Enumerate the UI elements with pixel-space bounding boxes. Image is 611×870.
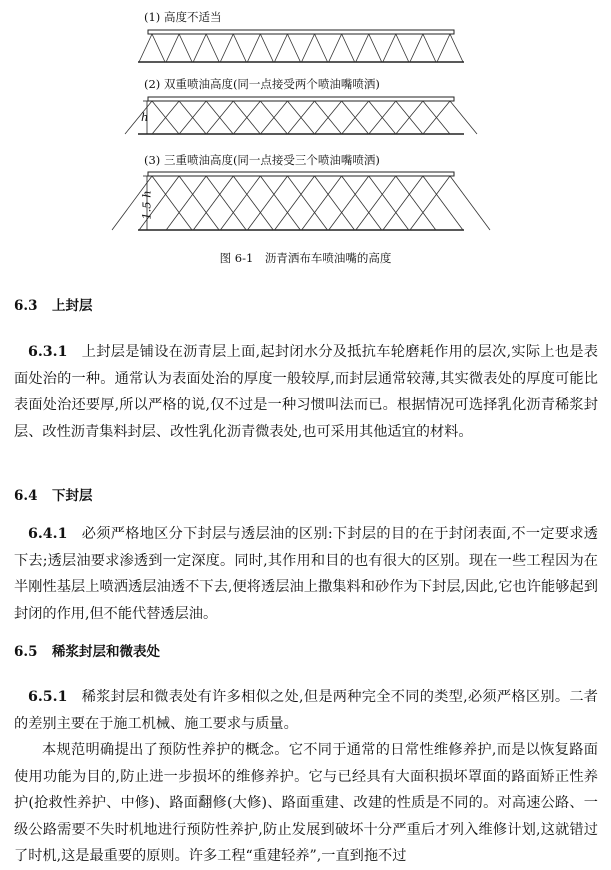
panel1-spray-line [193,34,206,62]
panel1-spray-line [220,34,233,62]
panel1-spray-line [166,34,179,62]
panel1-spray-line [342,34,355,62]
panel2-spray-line [450,101,477,134]
section-heading-6-3: 6.3 上封层 [14,298,93,314]
panel1-spray-line [206,34,219,62]
panel1-spray-line [315,34,328,62]
paragraph-6-4-1: 6.4.1 必须严格地区分下封层与透层油的区别:下封层的目的在于封闭表面,不一定要求透下去;透层油要求渗透到一定深度。同时,其作用和目的也有很大的区别。现在一些工程因为在半刚性基层上喷洒透层油透不下去,便将透层油上撒集料和砂作为下封层,因此,它也许能够起到封闭的作用,但不能代替透层油。 [14,526,598,622]
panel3-spray-line [423,176,463,230]
dimension-h-label: h [141,110,149,124]
panel1-spray-line [274,34,287,62]
panel1-spray-line [410,34,423,62]
panel1-spray-line [437,34,450,62]
panel1-spray-line [356,34,369,62]
panel1-spray-line [396,34,409,62]
panel2-spray-bar [148,97,454,101]
panel3-label: (3) 三重喷油高度(同一点接受三个喷油嘴喷洒) [144,153,380,167]
panel3-spray-bar [148,172,454,176]
dimension-1-5h-label: 1.5 h [139,190,154,220]
section-heading-6-5: 6.5 稀浆封层和微表处 [14,644,160,660]
paragraph-6-5-1-continued: 本规范明确提出了预防性养护的概念。它不同于通常的日常性维修养护,而是以恢复路面使用功能为目的,防止进一步损坏的维修养护。它与已经具有大面积损坏罩面的路面矫正性养护(抢救性养护、中修)、路面翻修(大修)、路面重建、改建的性质是不同的。对高速公路、一级公路需要不失时机地进行预防性养护,防止发展到破坏十分严重后才列入维修计划,这就错过了时机,这是最重要的原则。许多工程“重建轻养”,一直到拖不过 [14,742,598,864]
panel1-spray-line [139,34,152,62]
paragraph-6-5-1: 6.5.1 稀浆封层和微表处有许多相似之处,但是两种完全不同的类型,必须严格区别。二者的差别主要在于施工机械、施工要求与质量。 [14,689,598,732]
panel1-spray-line [247,34,260,62]
panel1-spray-line [302,34,315,62]
figure-caption: 图 6-1 沥青洒布车喷油嘴的高度 [219,251,392,265]
panel1-spray-line [329,34,342,62]
spray-nozzle-diagram [0,0,611,280]
figure-6-1 [0,0,611,280]
panel3-spray-line [450,176,490,230]
panel1-spray-line [179,34,192,62]
panel1-spray-line [233,34,246,62]
panel1-spray-line [383,34,396,62]
panel1-spray-line [450,34,463,62]
panel1-spray-bar [148,30,454,34]
panel1-spray-line [287,34,300,62]
paragraph-6-3-1: 6.3.1 上封层是铺设在沥青层上面,起封闭水分及抵抗车轮磨耗作用的层次,实际上也是表面处治的一种。通常认为表面处治的厚度一般较厚,而封层通常较薄,其实微表处的厚度可能比表面处治还要厚,所以严格的说,仅不过是一种习惯叫法而已。根据情况可选择乳化沥青稀浆封层、改性沥青集料封层、改性乳化沥青微表处,也可采用其他适宜的材料。 [14,344,598,440]
panel1-label: (1) 高度不适当 [144,10,222,24]
section-heading-6-4: 6.4 下封层 [14,488,93,504]
panel1-spray-line [423,34,436,62]
panel2-label: (2) 双重喷油高度(同一点接受两个喷油嘴喷洒) [144,77,380,91]
panel1-spray-line [152,34,165,62]
panel1-spray-line [260,34,273,62]
panel1-spray-line [369,34,382,62]
